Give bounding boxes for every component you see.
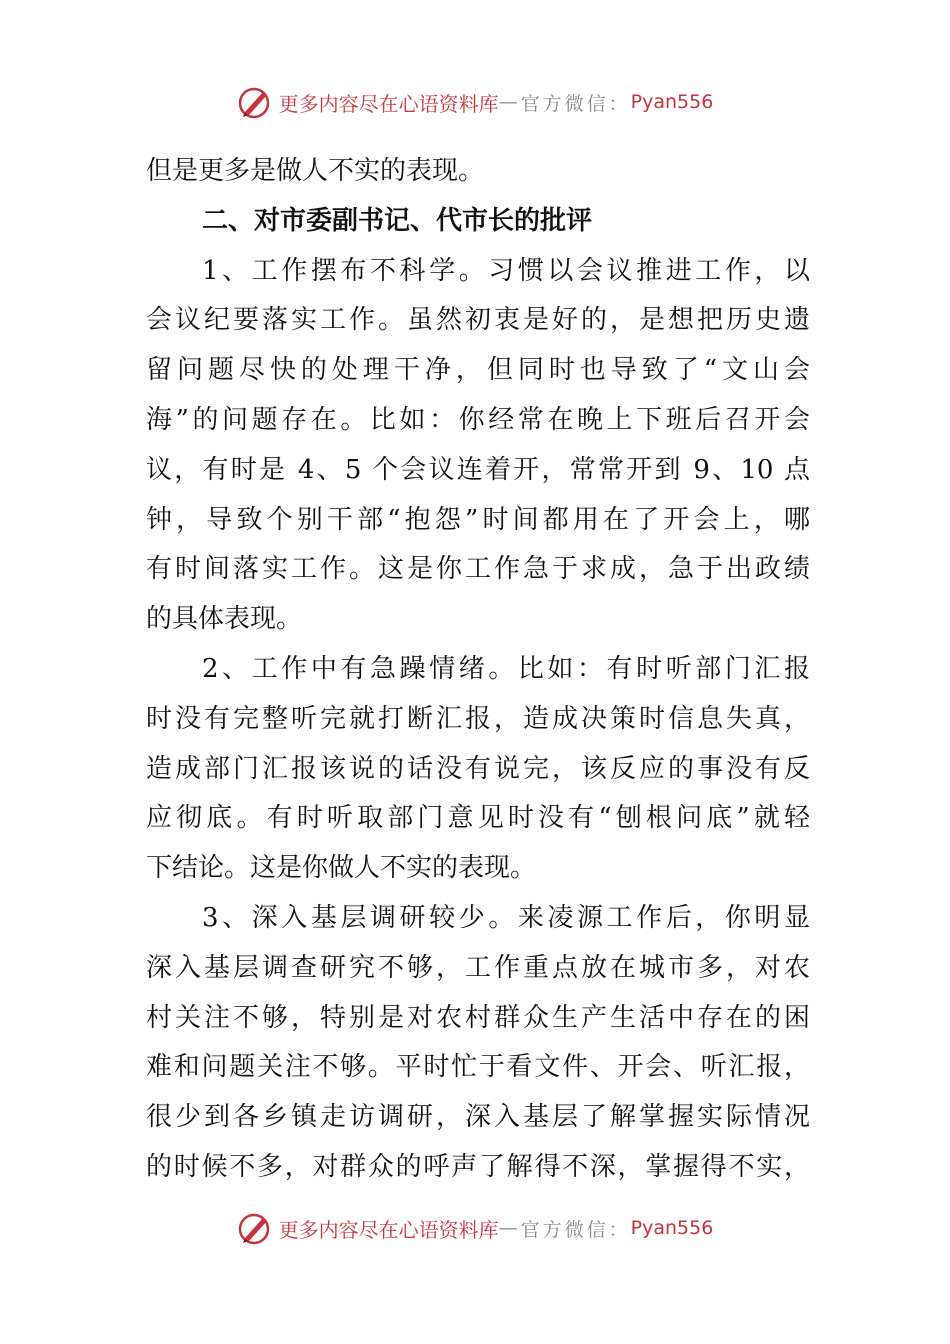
- text-line: 时没有完整听完就打断汇报，造成决策时信息失真，: [146, 703, 810, 734]
- text-line: 海”的问题存在。比如：你经常在晚上下班后召开会: [146, 404, 810, 435]
- text-line: 3、深入基层调研较少。来凌源工作后，你明显: [202, 902, 810, 933]
- text-line: 的具体表现。: [146, 604, 303, 635]
- watermark-label: 官方微信：: [520, 1218, 631, 1241]
- watermark-id: Pyan556: [630, 1217, 714, 1239]
- text-line: 应彻底。有时听取部门意见时没有“刨根问底”就轻: [146, 803, 810, 834]
- text-line: 议，有时是 4、5 个会议连着开，常常开到 9、10 点: [146, 454, 810, 485]
- watermark-dash: —: [498, 91, 521, 113]
- text-line: 造成部门汇报该说的话没有说完，该反应的事没有反: [146, 753, 810, 784]
- text-line: 留问题尽快的处理干净，但同时也导致了“文山会: [146, 355, 810, 386]
- pen-logo-icon: [237, 84, 273, 120]
- watermark-label: 官方微信：: [520, 92, 631, 115]
- section-heading: 二、对市委副书记、代市长的批评: [202, 205, 593, 236]
- text-line: 钟，导致个别干部“抱怨”时间都用在了开会上，哪: [146, 504, 810, 535]
- text-line: 有时间落实工作。这是你工作急于求成，急于出政绩: [146, 554, 810, 585]
- watermark-id: Pyan556: [630, 91, 714, 113]
- footer-watermark: [0, 1208, 950, 1248]
- text-line: 难和问题关注不够。平时忙于看文件、开会、听汇报，: [146, 1052, 810, 1083]
- pen-logo-icon: [237, 1210, 273, 1246]
- text-line: 1、工作摆布不科学。习惯以会议推进工作，以: [202, 255, 810, 286]
- header-watermark: [0, 82, 950, 122]
- text-line: 村关注不够，特别是对农村群众生产生活中存在的困: [146, 1002, 810, 1033]
- text-line: 深入基层调查研究不够，工作重点放在城市多，对农: [146, 952, 810, 983]
- document-body: [146, 147, 810, 1193]
- watermark-main-text: 更多内容尽在心语资料库: [278, 91, 499, 116]
- text-line: 下结论。这是你做人不实的表现。: [146, 853, 537, 884]
- text-line: 的时候不多，对群众的呼声了解得不深，掌握得不实，: [146, 1151, 810, 1182]
- text-line: 但是更多是做人不实的表现。: [146, 156, 485, 186]
- watermark-main-text: 更多内容尽在心语资料库: [278, 1217, 499, 1242]
- text-line: 2、工作中有急躁情绪。比如：有时听部门汇报: [202, 653, 810, 684]
- text-line: 会议纪要落实工作。虽然初衷是好的，是想把历史遗: [146, 305, 810, 336]
- text-line: 很少到各乡镇走访调研，深入基层了解掌握实际情况: [146, 1102, 810, 1133]
- watermark-dash: —: [498, 1217, 521, 1239]
